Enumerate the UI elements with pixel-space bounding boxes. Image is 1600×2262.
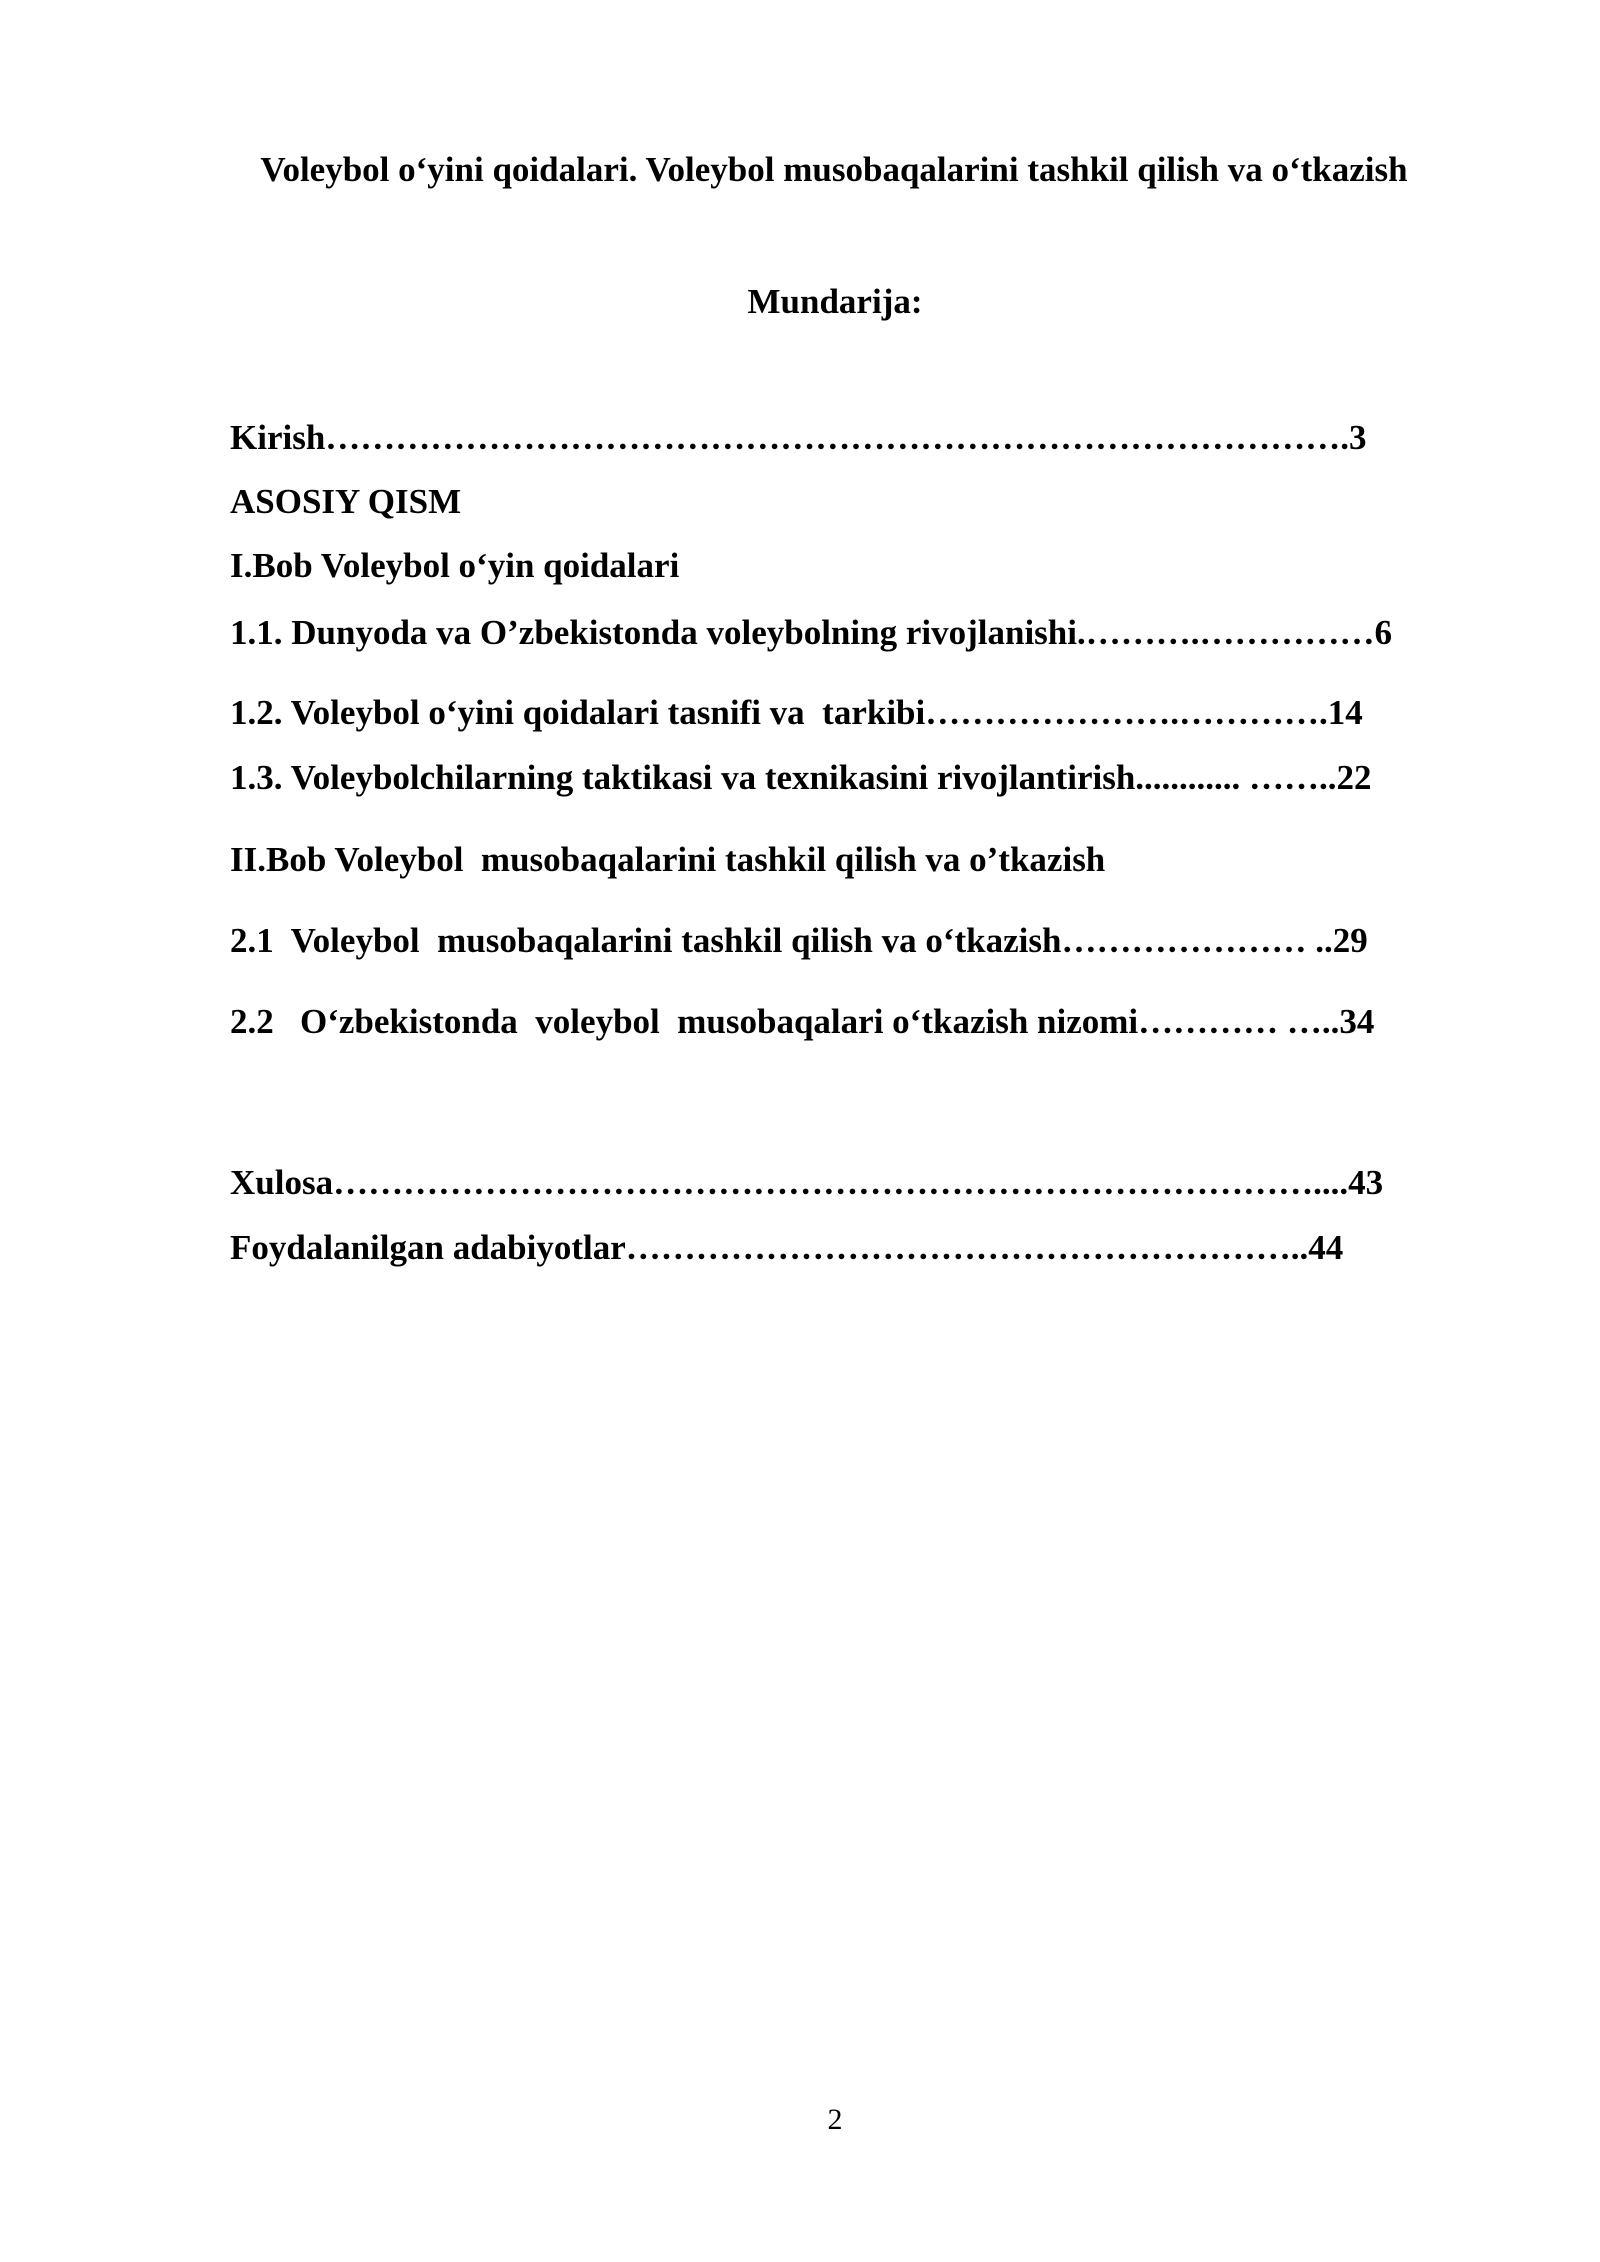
toc-entry-2-2: 2.2 O‘zbekistonda voleybol musobaqalari o‘tkazish nizomi………… …..34 [230,1002,1375,1041]
toc-entry-chapter-2: II.Bob Voleybol musobaqalarini tashkil qilish va o’tkazish [230,840,1106,879]
toc-entry-asosiy-qism: ASOSIY QISM [230,482,462,521]
toc-entry-xulosa: Xulosa…………………………………………………………………………....43 [230,1163,1384,1202]
toc-entry-kirish: Kirish…………………………………………………………………………….3 [230,418,1367,457]
toc-entry-1-1: 1.1. Dunyoda va O’zbekistonda voleybolning rivojlanishi.……….……………6 [230,613,1392,652]
toc-heading: Mundarija: [747,282,923,321]
toc-entry-chapter-1: I.Bob Voleybol o‘yin qoidalari [230,546,680,585]
document-title: Voleybol o‘yini qoidalari. Voleybol musobaqalarini tashkil qilish va o‘tkazish [260,150,1408,189]
toc-entry-adabiyotlar: Foydalanilgan adabiyotlar…………………………………………………..44 [230,1228,1344,1267]
toc-entry-1-3: 1.3. Voleybolchilarning taktikasi va texnikasini rivojlantirish............ ……..22 [230,758,1372,797]
toc-entry-1-2: 1.2. Voleybol o‘yini qoidalari tasnifi va tarkibi………………….………….14 [230,693,1363,732]
toc-entry-2-1: 2.1 Voleybol musobaqalarini tashkil qilish va o‘tkazish………………… ..29 [230,921,1368,960]
page-number: 2 [827,2103,843,2136]
